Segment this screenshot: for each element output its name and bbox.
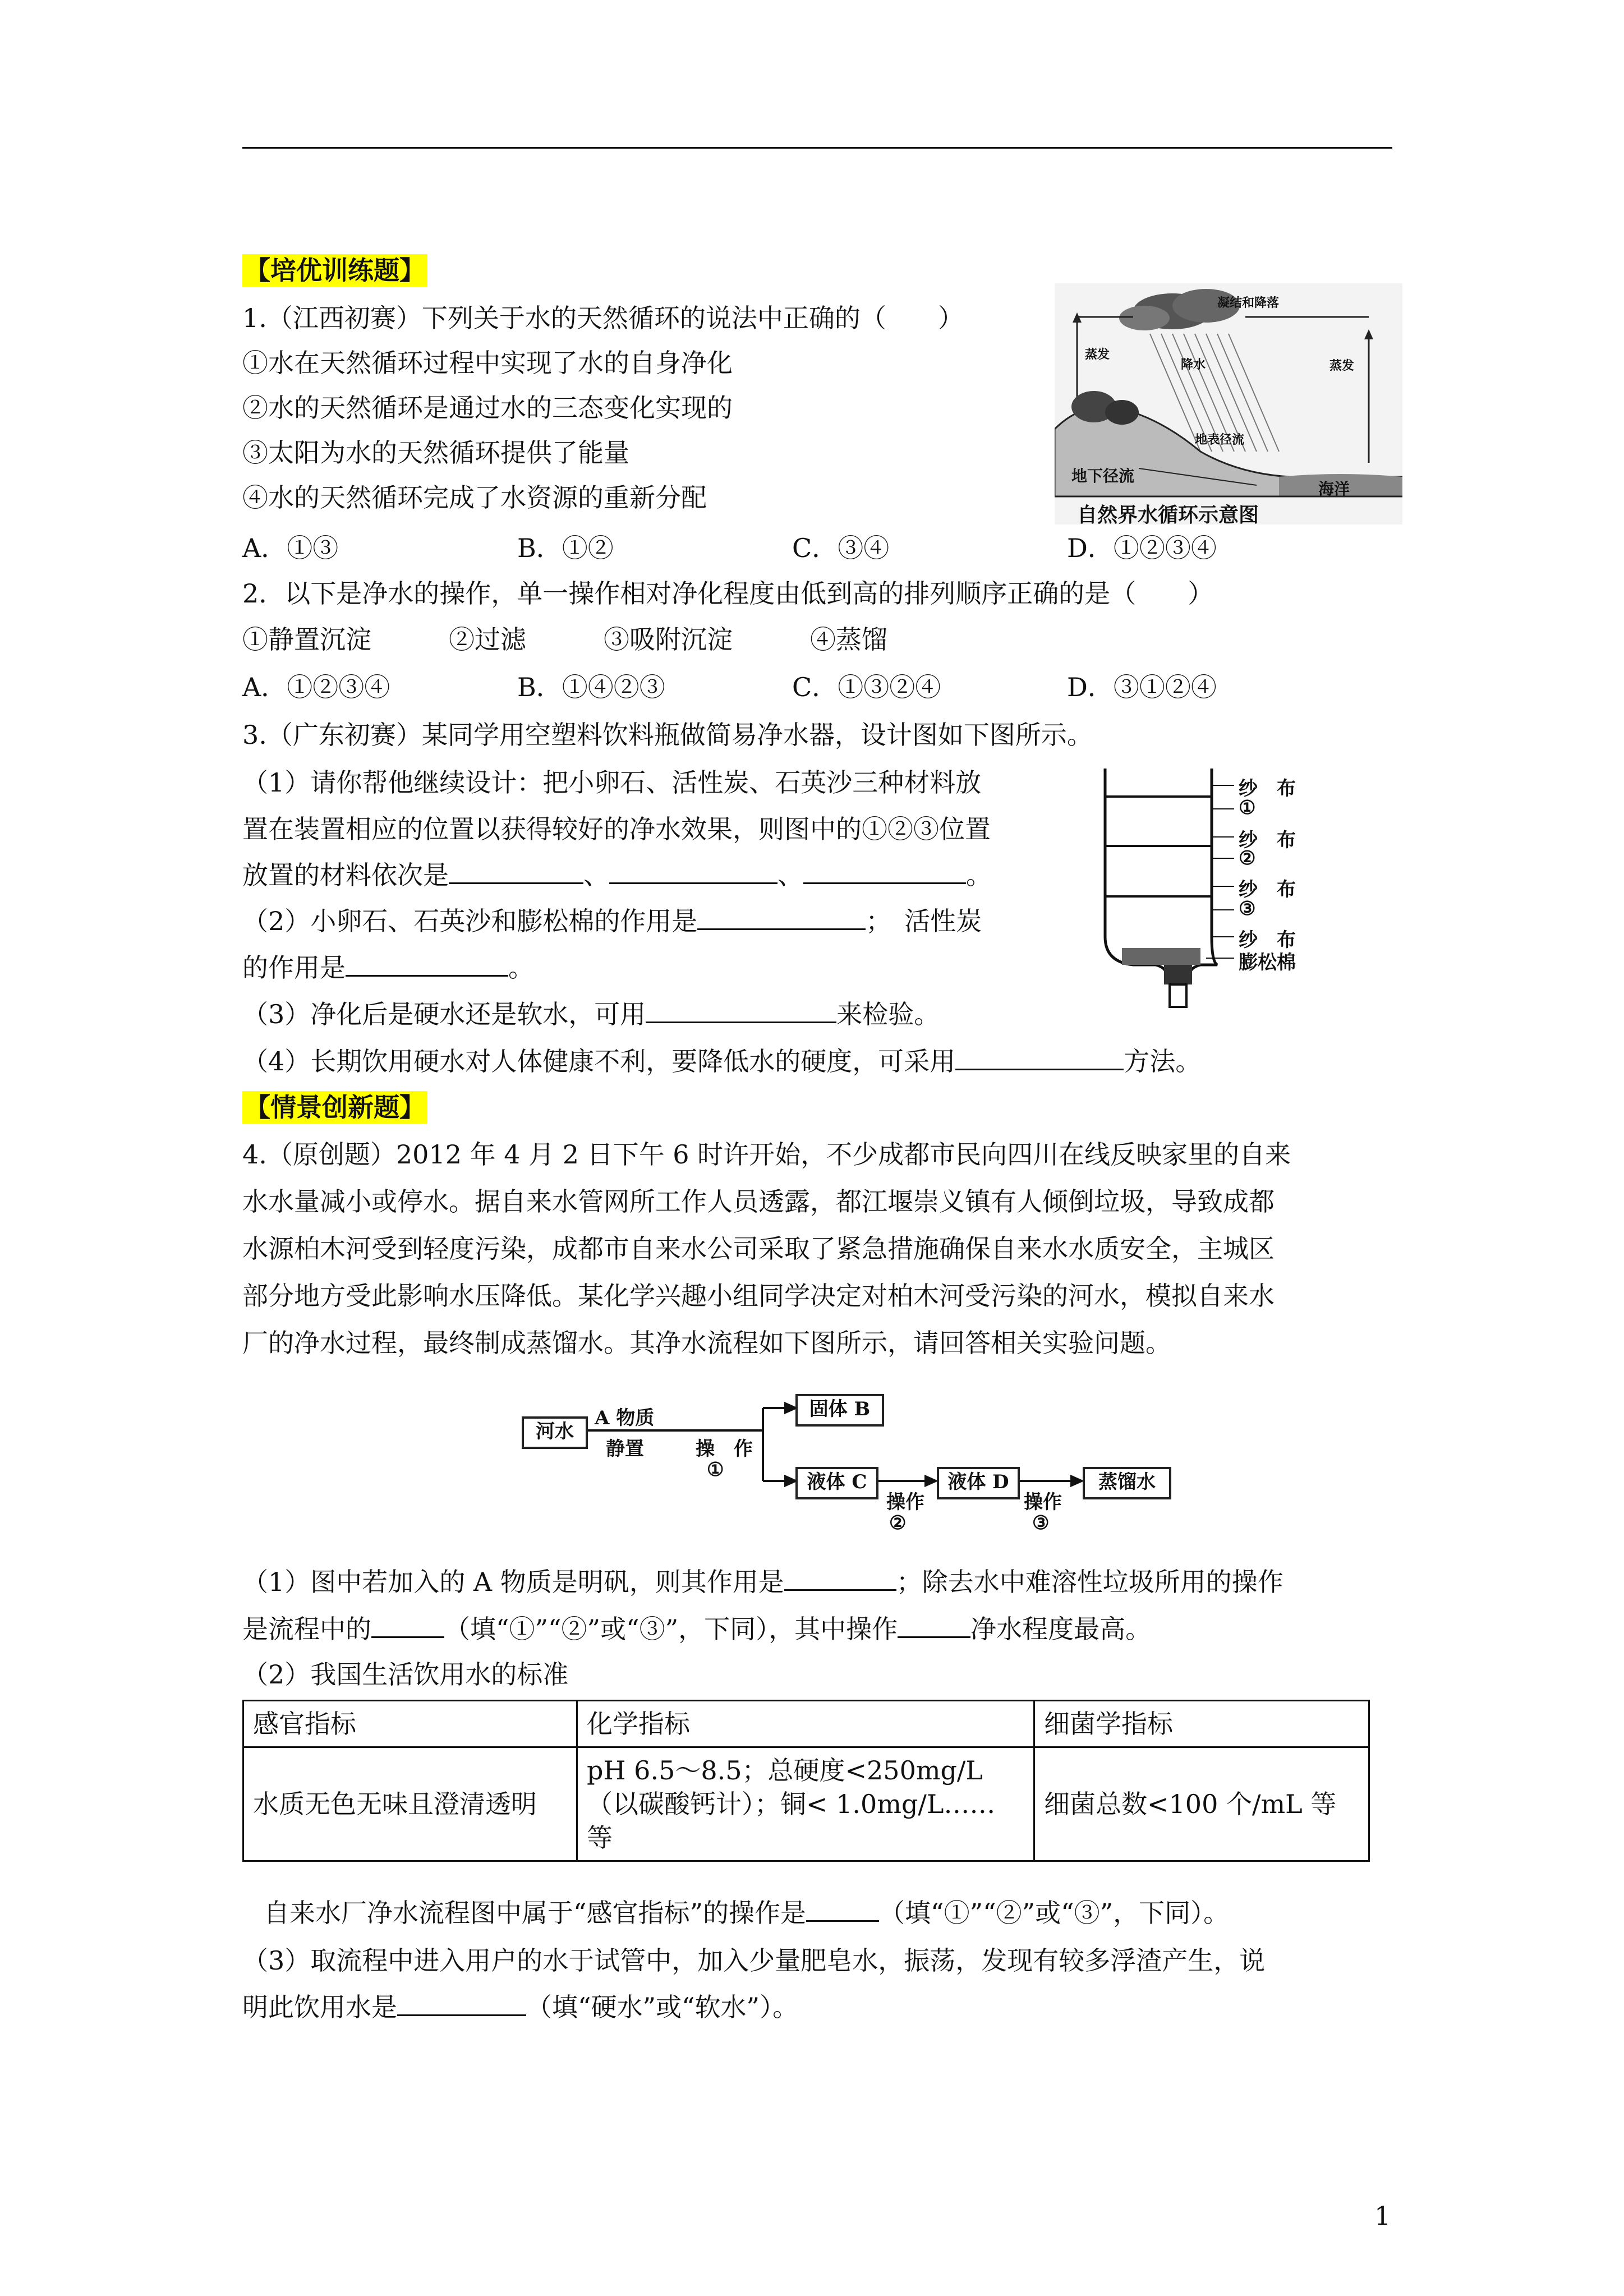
flow-node-solid-b: 固体 B — [795, 1394, 884, 1427]
q1-stem: 1.（江西初赛）下列关于水的天然循环的说法中正确的（ ） — [242, 303, 964, 333]
table-header-bacteria: 细菌学指标 — [1034, 1701, 1369, 1747]
table-cell-sensory: 水质无色无味且澄清透明 — [243, 1747, 577, 1861]
q3-stem: 3.（广东初赛）某同学用空塑料饮料瓶做简易净水器，设计图如下图所示。 — [242, 720, 1093, 750]
q4-answer-blank-4[interactable] — [806, 1898, 879, 1922]
q4-part3-line1: （3）取流程中进入用户的水于试管中，加入少量肥皂水，振荡，发现有较多浮渣产生，说 — [242, 1945, 1266, 1976]
flow-label-op1: 操 作 — [696, 1438, 753, 1460]
q1-statement-4: ④水的天然循环完成了水资源的重新分配 — [242, 482, 707, 513]
purification-flowchart — [522, 1391, 1195, 1548]
q2-option-a: A．①②③④ — [242, 672, 390, 702]
q3-part2-line2: 的作用是 。 — [242, 953, 534, 983]
flow-node-liquid-c: 液体 C — [795, 1467, 878, 1499]
flow-node-river: 河水 — [522, 1416, 588, 1449]
filter-label-position-3: ③ — [1239, 898, 1256, 920]
q4-text-line-2: 水水量减小或停水。据自来水管网所工作人员透露，都江堰崇义镇有人倾倒垃圾，导致成都 — [242, 1186, 1275, 1217]
q3-part4: （4）长期饮用硬水对人体健康不利，要降低水的硬度，可采用 方法。 — [242, 1046, 1202, 1076]
table-header-chemical: 化学指标 — [577, 1701, 1034, 1747]
flow-label-op3-num: ③ — [1032, 1512, 1050, 1534]
header-rule — [242, 147, 1392, 149]
page-number: 1 — [1374, 2201, 1391, 2231]
water-cycle-label-condense: 凝结和降落 — [1217, 296, 1280, 310]
water-cycle-figure — [1055, 283, 1402, 527]
table-cell-chemical-line-1: pH 6.5～8.5；总硬度<250mg/L — [587, 1755, 983, 1786]
q3-answer-blank-1[interactable] — [449, 860, 583, 884]
q3-answer-blank-5[interactable] — [346, 953, 508, 977]
filter-label-position-2: ② — [1239, 847, 1256, 869]
table-header-row — [243, 1701, 1369, 1747]
filter-label-cotton: 膨松棉 — [1239, 951, 1296, 974]
water-cycle-label-evap-land: 蒸发 — [1085, 347, 1110, 362]
q4-answer-blank-3[interactable] — [898, 1614, 970, 1638]
q4-part1-line1: （1）图中若加入的 A 物质是明矾，则其作用是 ；除去水中难溶性垃圾所用的操作 — [242, 1567, 1283, 1597]
q4-text-line-5: 厂的净水过程，最终制成蒸馏水。其净水流程如下图所示，请回答相关实验问题。 — [242, 1328, 1171, 1358]
q3-answer-blank-2[interactable] — [609, 860, 778, 884]
q4-part1-line2: 是流程中的 （填“①”“②”或“③”，下同），其中操作 净水程度最高。 — [242, 1614, 1152, 1644]
q3-part1-line2: 置在装置相应的位置以获得较好的净水效果，则图中的①②③位置 — [242, 814, 991, 844]
q4-answer-blank-5[interactable] — [397, 1992, 526, 2016]
q2-option-b: B．①④②③ — [517, 672, 665, 702]
q3-part3: （3）净化后是硬水还是软水，可用 来检验。 — [242, 999, 940, 1029]
flow-label-op3: 操作 — [1024, 1491, 1062, 1513]
table-cell-chemical — [577, 1747, 1034, 1861]
flow-label-op2-num: ② — [889, 1512, 907, 1534]
filter-label-position-1: ① — [1239, 797, 1256, 819]
q4-answer-blank-1[interactable] — [784, 1567, 896, 1591]
q4-text-line-1: 4.（原创题）2012 年 4 月 2 日下午 6 时许开始，不少成都市民向四川在线反映家里的自来 — [242, 1139, 1291, 1170]
table-cell-chemical-line-2: （以碳酸钙计）；铜< 1.0mg/L…… — [587, 1789, 996, 1819]
q1-option-a: A．①③ — [242, 533, 339, 563]
flow-label-add-a: A 物质 — [595, 1407, 655, 1429]
q3-answer-blank-3[interactable] — [803, 860, 966, 884]
q3-part1-line3: 放置的材料依次是 、 、 。 — [242, 860, 992, 890]
table-row — [243, 1747, 1369, 1861]
q2-stem: 2．以下是净水的操作，单一操作相对净化程度由低到高的排列顺序正确的是（ ） — [242, 578, 1214, 609]
water-cycle-label-surface-runoff: 地表径流 — [1195, 432, 1245, 447]
flow-node-liquid-d: 液体 D — [937, 1467, 1020, 1499]
section-heading-scenario: 【情景创新题】 — [242, 1091, 427, 1124]
q1-option-c: C．③④ — [792, 533, 890, 563]
drinking-water-standard-table — [242, 1700, 1370, 1862]
filter-label-gauze-1: 纱 布 — [1239, 777, 1296, 800]
q1-option-b: B．①② — [517, 533, 614, 563]
q4-answer-blank-2[interactable] — [371, 1614, 444, 1638]
q1-statement-3: ③太阳为水的天然循环提供了能量 — [242, 438, 629, 468]
q3-part2-line1: （2）小卵石、石英沙和膨松棉的作用是 ； 活性炭 — [242, 906, 982, 936]
q3-answer-blank-7[interactable] — [955, 1046, 1124, 1070]
table-cell-chemical-line-3: 等 — [587, 1823, 613, 1853]
flow-label-op2: 操作 — [886, 1491, 924, 1513]
flow-label-settle: 静置 — [606, 1438, 644, 1460]
q4-text-line-3: 水源柏木河受到轻度污染，成都市自来水公司采取了紧急措施确保自来水水质安全，主城区 — [242, 1234, 1275, 1264]
q2-items: ①静置沉淀 ②过滤 ③吸附沉淀 ④蒸馏 — [242, 624, 887, 655]
water-cycle-label-groundwater: 地下径流 — [1071, 467, 1135, 485]
bottle-filter-illustration — [1099, 769, 1358, 1027]
q1-statement-1: ①水在天然循环过程中实现了水的自身净化 — [242, 348, 733, 378]
flow-label-op1-num: ① — [707, 1458, 724, 1481]
table-cell-bacteria: 细菌总数<100 个/mL 等 — [1034, 1747, 1369, 1861]
table-header-sensory: 感官指标 — [243, 1701, 577, 1747]
water-cycle-label-evap-ocean: 蒸发 — [1329, 358, 1355, 373]
q3-answer-blank-6[interactable] — [646, 999, 836, 1023]
water-cycle-caption: 自然界水循环示意图 — [1077, 503, 1259, 527]
q3-answer-blank-4[interactable] — [697, 906, 866, 930]
q1-option-d: D．①②③④ — [1067, 533, 1217, 563]
q1-statement-2: ②水的天然循环是通过水的三态变化实现的 — [242, 393, 733, 423]
q4-part2-question: 自来水厂净水流程图中属于“感官指标”的操作是 （填“①”“②”或“③”，下同）。 — [264, 1898, 1230, 1928]
q2-option-d: D．③①②④ — [1067, 672, 1217, 702]
q3-part1-line1: （1）请你帮他继续设计：把小卵石、活性炭、石英沙三种材料放 — [242, 767, 982, 798]
filter-label-gauze-4: 纱 布 — [1239, 929, 1296, 951]
q2-option-c: C．①③②④ — [792, 672, 941, 702]
water-cycle-illustration — [1055, 283, 1402, 524]
section-heading-training: 【培优训练题】 — [242, 254, 427, 287]
water-cycle-label-rain: 降水 — [1181, 357, 1206, 372]
filter-label-gauze-3: 纱 布 — [1239, 878, 1296, 901]
flow-node-distilled-water: 蒸馏水 — [1083, 1467, 1171, 1499]
q4-text-line-4: 部分地方受此影响水压降低。某化学兴趣小组同学决定对柏木河受污染的河水，模拟自来水 — [242, 1281, 1275, 1311]
water-cycle-label-ocean: 海洋 — [1318, 480, 1350, 498]
q4-part3-line2: 明此饮用水是 （填“硬水”或“软水”）。 — [242, 1992, 799, 2022]
q4-part2-heading: （2）我国生活饮用水的标准 — [242, 1659, 569, 1690]
filter-label-gauze-2: 纱 布 — [1239, 829, 1296, 852]
bottle-filter-figure — [1099, 769, 1358, 1027]
